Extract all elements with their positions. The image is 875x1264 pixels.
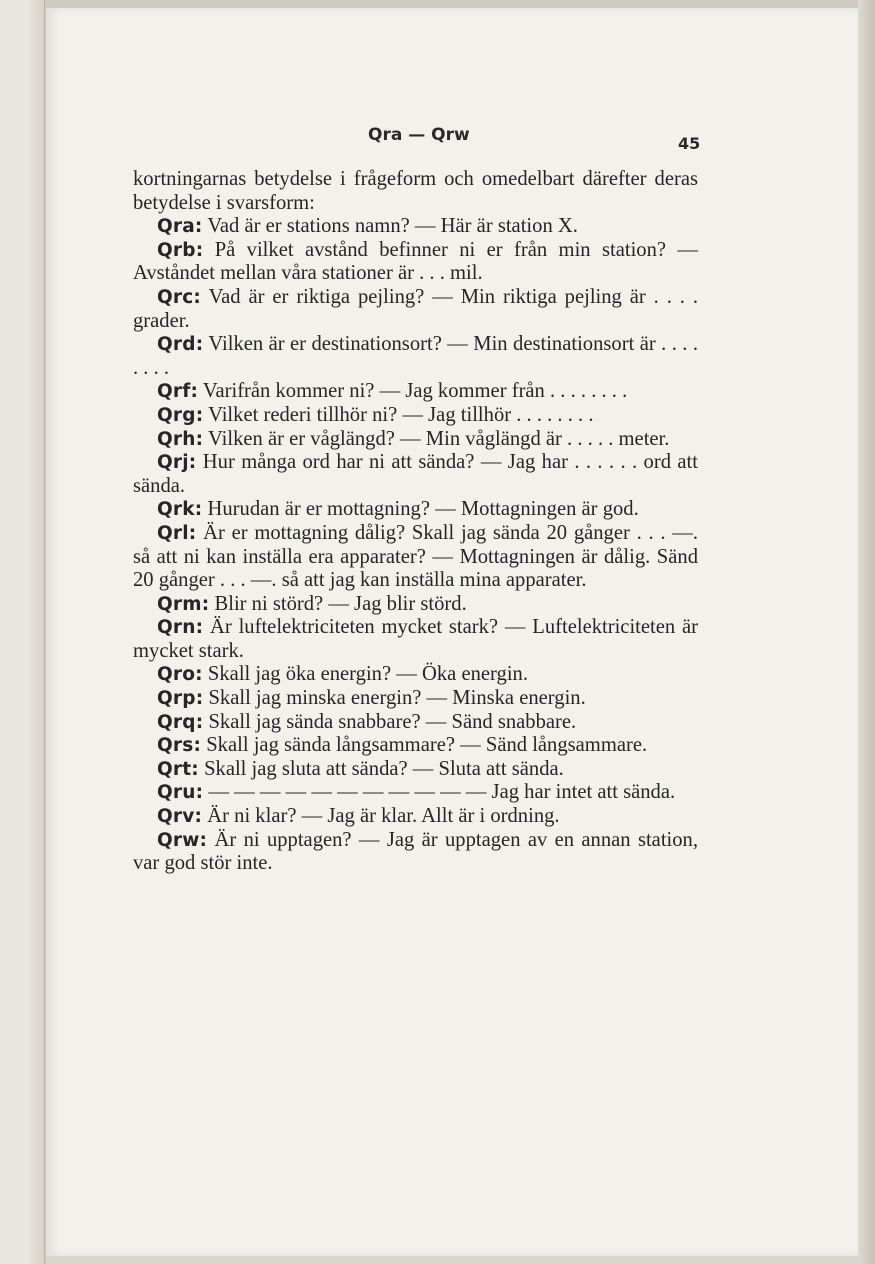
entry-text: Vad är er stations namn? — Här är station X. [207, 215, 578, 238]
entry-text: Hur många ord har ni att sända? — Jag har . . . . . . ord att sända. [133, 451, 698, 497]
entry-qrb [133, 239, 698, 286]
entry-qrq [133, 711, 698, 735]
entry-text: Varifrån kommer ni? — Jag kommer från . . . . . . . . [202, 380, 628, 403]
entry-text: Skall jag minska energin? — Minska energin. [208, 687, 586, 710]
entry-code: Qro: [157, 664, 203, 686]
bottom-page-edge [46, 1256, 858, 1264]
entry-qrt [133, 758, 698, 782]
right-page-edge [858, 0, 875, 1264]
entry-code: Qrk: [157, 499, 203, 521]
entry-code: Qrb: [157, 239, 204, 261]
entry-qrs [133, 734, 698, 758]
left-page-edge [0, 0, 45, 1264]
entry-text: Skall jag sända snabbare? — Sänd snabbare. [208, 710, 577, 733]
book-gutter [30, 0, 44, 1264]
entry-text: Är er mottagning dålig? Skall jag sända 20 gånger . . . —. så att ni kan inställa era apparater? — Mottagningen är dålig. Sänd 20 gånger . . . —. så att jag kan inställa mina apparater. [133, 521, 698, 592]
entry-code: Qrj: [157, 452, 197, 474]
entry-text: — — — — — — — — — — — Jag har intet att sända. [208, 781, 676, 804]
entry-text: På vilket avstånd befinner ni er från min station? — Avståndet mellan våra stationer är . . . mil. [133, 238, 698, 285]
entry-qrk [133, 498, 698, 522]
body-text [133, 168, 698, 876]
entry-text: Skall jag öka energin? — Öka energin. [207, 663, 528, 686]
entry-qru [133, 781, 698, 805]
entry-text: Vilken är er destinationsort? — Min destinationsort är . . . . . . . . [133, 333, 698, 379]
entry-text: Vilken är er våglängd? — Min våglängd är . . . . . meter. [208, 427, 670, 450]
entry-text: Skall jag sända långsammare? — Sänd långsammare. [206, 734, 648, 757]
entry-text: Är luftelektriciteten mycket stark? — Luftelektriciteten är mycket stark. [133, 616, 698, 662]
entry-qrj [133, 451, 698, 498]
entry-qrm [133, 593, 698, 617]
entry-text: Blir ni störd? — Jag blir störd. [214, 592, 467, 615]
entry-code: Qrd: [157, 334, 204, 356]
entry-code: Qrt: [157, 758, 199, 780]
entry-code: Qrs: [157, 735, 202, 757]
entry-code: Qru: [157, 782, 204, 804]
entry-code: Qrl: [157, 522, 197, 544]
entry-code: Qrp: [157, 688, 204, 710]
entry-text: Är ni upptagen? — Jag är upptagen av en annan station, var god stör inte. [133, 828, 699, 875]
entry-code: Qrv: [157, 806, 203, 828]
entry-qra [133, 215, 698, 239]
entry-qrf [133, 380, 698, 404]
entry-text: Är ni klar? — Jag är klar. Allt är i ordning. [207, 805, 560, 828]
entry-code: Qrg: [157, 404, 204, 426]
intro-paragraph: kortningarnas betydelse i frågeform och omedelbart därefter deras betydelse i svarsform: [133, 168, 698, 214]
entry-qrc [133, 286, 698, 333]
entry-text: Skall jag sluta att sända? — Sluta att sända. [204, 757, 564, 780]
running-head: Qra — Qrw [368, 125, 470, 145]
entry-qrd [133, 333, 698, 380]
entry-text: Vilket rederi tillhör ni? — Jag tillhör . . . . . . . . [208, 403, 594, 426]
entry-code: Qrh: [157, 428, 204, 450]
entry-qrg [133, 404, 698, 428]
entry-text: Hurudan är er mottagning? — Mottagningen är god. [207, 498, 639, 521]
entry-qro [133, 663, 698, 687]
entry-qrh [133, 428, 698, 452]
entry-qrn [133, 616, 698, 663]
entry-qrl [133, 522, 698, 593]
entry-qrp [133, 687, 698, 711]
entry-code: Qrm: [157, 593, 210, 615]
entry-qrw [133, 829, 698, 876]
entry-text: Vad är er riktiga pejling? — Min riktiga pejling är . . . . grader. [133, 285, 699, 332]
page-number: 45 [678, 134, 701, 153]
entry-code: Qrn: [157, 617, 204, 639]
entry-code: Qrf: [157, 381, 199, 403]
entry-code: Qrw: [157, 829, 208, 851]
entry-qrv [133, 805, 698, 829]
entry-code: Qrc: [157, 286, 202, 308]
entry-code: Qra: [157, 216, 203, 238]
entry-code: Qrq: [157, 711, 204, 733]
